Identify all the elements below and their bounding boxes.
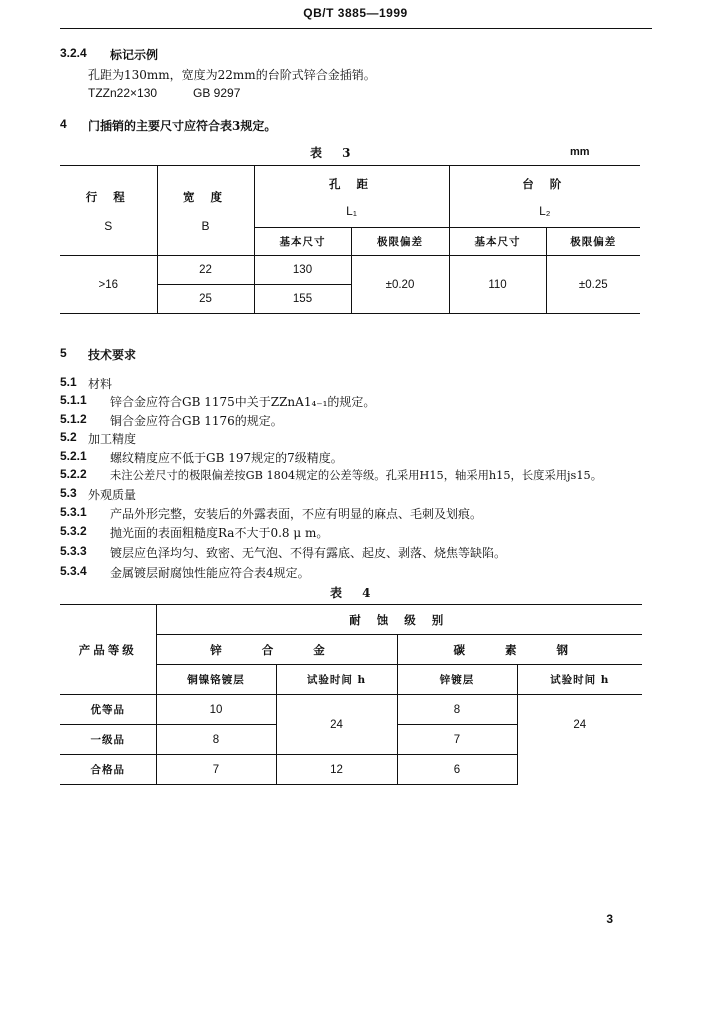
table4-zinc-time-12: 12: [276, 755, 397, 785]
s5-1-number: 5.1: [60, 375, 77, 389]
table4-premium-zinc-coating: 10: [156, 695, 276, 725]
table4-grade-header: 产品等级: [60, 605, 156, 695]
table3-stroke-header: [60, 166, 157, 256]
table4-steel-time-24: 24: [517, 695, 642, 785]
section-3-2-4-title: 标记示例: [110, 48, 159, 62]
s5-2-number: 5.2: [60, 430, 77, 444]
table3-step-header: [449, 166, 640, 228]
section-3-2-4-number: 3.2.4: [60, 46, 87, 60]
s5-3-number: 5.3: [60, 486, 77, 500]
table4-qualified-zinc-coating: 7: [156, 755, 276, 785]
table3-width-symbol: B: [201, 218, 210, 233]
table3-step-label: 台 阶: [522, 176, 568, 191]
s5-3-4-number: 5.3.4: [60, 564, 87, 578]
table3-caption: 表 3: [310, 146, 359, 160]
s5-3-1-number: 5.3.1: [60, 505, 87, 519]
table4-zinc-coating-header: 铜镍铬镀层: [156, 665, 276, 695]
table3-width-22: 22: [157, 256, 254, 285]
section-5-number: 5: [60, 346, 67, 360]
table3-width-header: [157, 166, 254, 256]
table4-premium-steel-coating: 8: [397, 695, 517, 725]
table4-grade-qualified: 合格品: [60, 755, 156, 785]
table-3: [60, 165, 640, 314]
table3-hole-130: 130: [254, 256, 351, 285]
section-4-number: 4: [60, 117, 67, 131]
table3-stroke-label: 行 程: [85, 189, 131, 204]
table3-step-symbol: L₂: [539, 203, 551, 218]
s5-3-2-text: 抛光面的表面粗糙度Ra不大于0.8 μ m。: [110, 526, 329, 540]
marking-example-standard: GB 9297: [193, 86, 241, 100]
table3-step-deviation: ±0.25: [546, 256, 640, 314]
table3-stroke-symbol: S: [104, 218, 113, 233]
table4-grade-premium: 优等品: [60, 695, 156, 725]
table4-first-zinc-coating: 8: [156, 725, 276, 755]
s5-1-2-number: 5.1.2: [60, 412, 87, 426]
header-rule: [60, 28, 652, 29]
table3-width-25: 25: [157, 285, 254, 314]
table4-zinc-alloy-header: 锌 合 金: [156, 635, 397, 665]
table3-step-basic: 110: [449, 256, 546, 314]
table4-resistance-header: 耐 蚀 级 别: [156, 605, 642, 635]
table3-step-deviation-header: 极限偏差: [546, 228, 640, 256]
s5-1-1-number: 5.1.1: [60, 393, 87, 407]
s5-3-3-text: 镀层应色泽均匀、致密、无气泡、不得有露底、起皮、剥落、烧焦等缺陷。: [110, 546, 507, 560]
table3-hole-symbol: L₁: [346, 203, 357, 218]
table3-hole-label: 孔 距: [329, 176, 375, 191]
table3-width-label: 宽 度: [182, 189, 228, 204]
s5-1-2-text: 铜合金应符合GB 1176的规定。: [110, 414, 283, 428]
s5-3-1-text: 产品外形完整，安装后的外露表面，不应有明显的麻点、毛刺及划痕。: [110, 507, 483, 521]
s5-2-1-text: 螺纹精度应不低于GB 197规定的7级精度。: [110, 451, 343, 465]
table4-grade-first: 一级品: [60, 725, 156, 755]
table-4: [60, 604, 642, 785]
table4-zinc-time-24: 24: [276, 695, 397, 755]
standard-code-header: QB/T 3885—1999: [303, 6, 408, 20]
s5-1-text: 材料: [88, 377, 113, 391]
s5-3-2-number: 5.3.2: [60, 524, 87, 538]
s5-3-3-number: 5.3.3: [60, 544, 87, 558]
table3-hole-basic-header: 基本尺寸: [254, 228, 351, 256]
section-4-text: 门插销的主要尺寸应符合表3规定。: [88, 119, 277, 133]
s5-2-2-number: 5.2.2: [60, 467, 87, 481]
page-number: 3: [606, 912, 613, 926]
s5-2-2-text: 未注公差尺寸的极限偏差按GB 1804规定的公差等级。孔采用H15，轴采用h15，长度采用js15。: [110, 469, 603, 482]
marking-example-line1: 孔距为130mm，宽度为22mm的台阶式锌合金插销。: [88, 68, 376, 82]
s5-2-1-number: 5.2.1: [60, 449, 87, 463]
table3-hole-deviation-header: 极限偏差: [351, 228, 449, 256]
table3-unit: mm: [570, 146, 590, 158]
table4-steel-time-header: 试验时间 h: [517, 665, 642, 695]
table3-hole-header: [254, 166, 449, 228]
section-5-title: 技术要求: [88, 348, 137, 362]
table4-carbon-steel-header: 碳 素 钢: [397, 635, 642, 665]
table4-caption: 表 4: [330, 586, 379, 600]
table3-step-basic-header: 基本尺寸: [449, 228, 546, 256]
table3-stroke-value: >16: [60, 256, 157, 314]
s5-2-text: 加工精度: [88, 432, 137, 446]
table3-hole-155: 155: [254, 285, 351, 314]
table3-hole-deviation: ±0.20: [351, 256, 449, 314]
s5-3-4-text: 金属镀层耐腐蚀性能应符合表4规定。: [110, 566, 310, 580]
marking-example-code: TZZn22×130: [88, 86, 158, 100]
s5-3-text: 外观质量: [88, 488, 137, 502]
table4-first-steel-coating: 7: [397, 725, 517, 755]
s5-1-1-text: 锌合金应符合GB 1175中关于ZZnA1₄₋₁的规定。: [110, 395, 376, 409]
table4-steel-coating-header: 锌镀层: [397, 665, 517, 695]
table4-qualified-steel-coating: 6: [397, 755, 517, 785]
table4-zinc-time-header: 试验时间 h: [276, 665, 397, 695]
